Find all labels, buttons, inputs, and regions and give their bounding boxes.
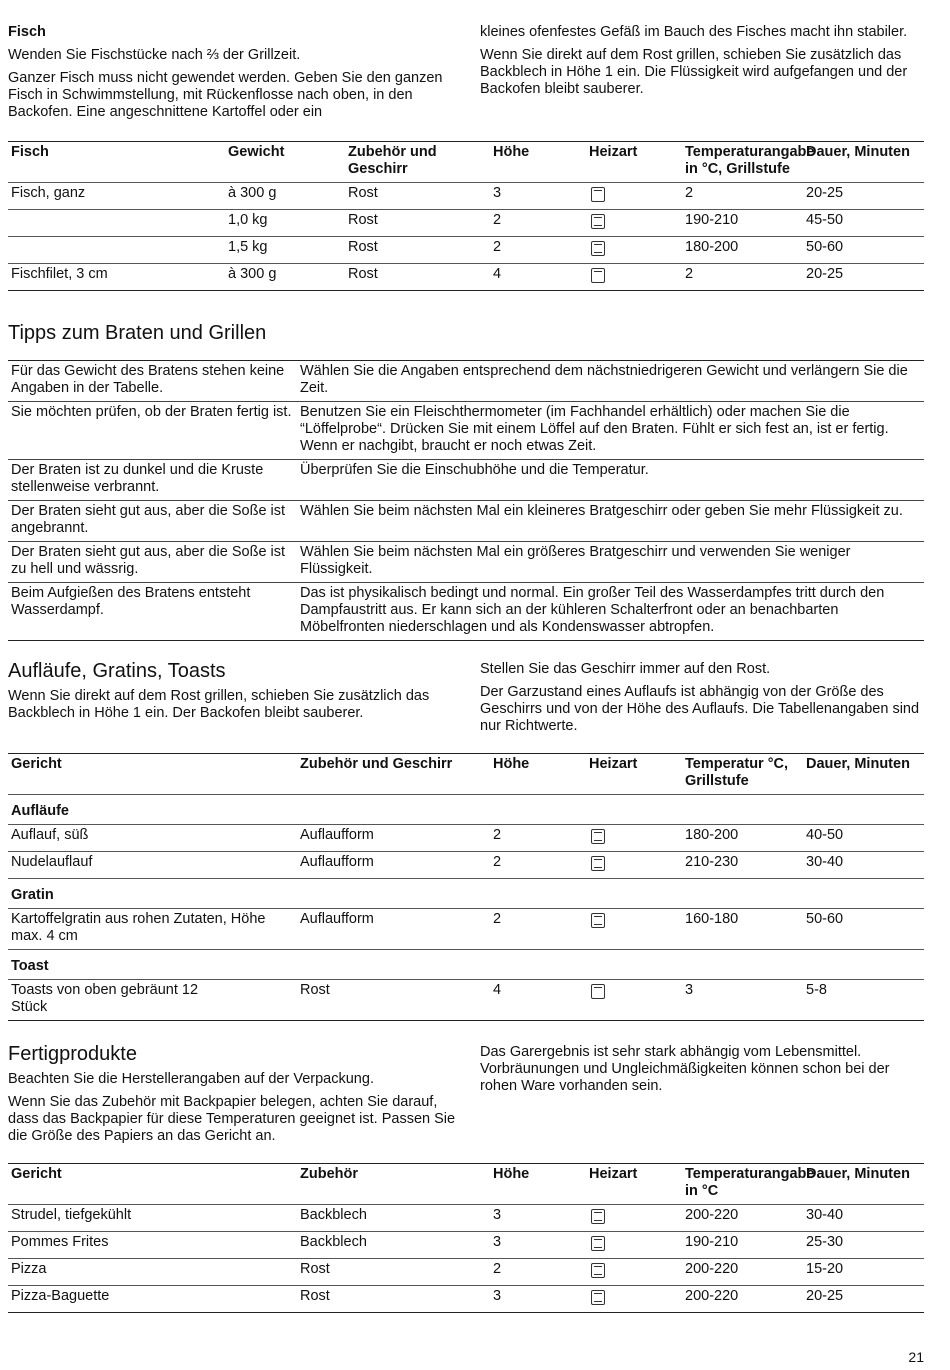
cell-duration: 50-60 (806, 239, 844, 255)
cell-level: 3 (493, 1288, 502, 1304)
cell-duration: 45-50 (806, 212, 844, 228)
fertig-table (8, 1163, 924, 1313)
tip-solution: Das ist physikalisch bedingt und normal. Ein großer Teil des Wasserdampfes tritt durch den Dampfaustritt aus. Er kann sich an der kühleren Schalterfront oder an benachbarten Möbelfronten niederschlagen und als Kondenswasser abtropfen. (300, 585, 885, 635)
table-row (8, 1205, 924, 1232)
auflaeufe-paragraph: Wenn Sie direkt auf dem Rost grillen, schieben Sie zusätzlich das Backblech in Höhe 1 ein. Der Backofen bleibt sauberer. (8, 688, 430, 721)
section-label: Aufläufe (11, 803, 69, 819)
cell-dish: Fischfilet, 3 cm (11, 266, 108, 282)
tips-title: Tipps zum Braten und Grillen (8, 322, 267, 344)
grill-icon (591, 187, 605, 202)
tip-solution: Wählen Sie die Angaben entsprechend dem nächstniedrigeren Gewicht und verlängern Sie die Zeit. (300, 363, 908, 396)
cell-level: 2 (493, 1261, 502, 1277)
cell-accessory: Rost (348, 185, 378, 201)
table-header-row (8, 754, 924, 795)
cell-duration: 20-25 (806, 185, 844, 201)
column-header: Heizart (589, 144, 638, 160)
page-number: 21 (908, 1349, 924, 1365)
cell-heating (586, 852, 682, 879)
fisch-table (8, 141, 924, 291)
cell-level: 3 (493, 185, 502, 201)
cell-accessory: Rost (300, 982, 330, 998)
tip-row (8, 542, 924, 583)
fisch-paragraph: Wenden Sie Fischstücke nach ⅔ der Grillzeit. (8, 47, 301, 63)
cell-heating (586, 1259, 682, 1286)
column-header: Gericht (11, 756, 62, 772)
cell-weight: 1,5 kg (228, 239, 268, 255)
column-header: Dauer, Minuten (806, 756, 910, 772)
fisch-paragraph: Wenn Sie direkt auf dem Rost grillen, schieben Sie zusätzlich das Backblech in Höhe 1 ein. Die Flüssigkeit wird aufgefangen und der Backofen bleibt sauberer. (480, 47, 908, 97)
table-row (8, 1286, 924, 1313)
cell-accessory: Rost (300, 1288, 330, 1304)
top-bottom-heat-icon (591, 913, 605, 928)
column-header: Heizart (589, 756, 638, 772)
cell-accessory: Auflaufform (300, 827, 374, 843)
grill-icon (591, 268, 605, 283)
cell-level: 2 (493, 239, 502, 255)
cell-dish: Kartoffelgratin aus rohen Zutaten, Höhe max. 4 cm (11, 911, 266, 944)
cell-temperature: 200-220 (685, 1207, 739, 1223)
cell-temperature: 200-220 (685, 1261, 739, 1277)
cell-level: 2 (493, 212, 502, 228)
column-header: Zubehör und Geschirr (300, 756, 453, 772)
cell-heating (586, 825, 682, 852)
cell-temperature: 2 (685, 266, 694, 282)
tip-row (8, 402, 924, 460)
tip-problem: Der Braten sieht gut aus, aber die Soße ist angebrannt. (11, 503, 286, 536)
cell-dish: Pommes Frites (11, 1234, 109, 1250)
fertig-paragraph: Das Garergebnis ist sehr stark abhängig vom Lebensmittel. Vorbräunungen und Ungleichmäßigkeiten können schon bei der rohen Ware vorhanden sein. (480, 1044, 890, 1094)
cell-duration: 30-40 (806, 1207, 844, 1223)
cell-heating (586, 1232, 682, 1259)
table-row (8, 183, 924, 210)
cell-temperature: 200-220 (685, 1288, 739, 1304)
grill-icon (591, 984, 605, 999)
tip-row (8, 583, 924, 641)
auflaeufe-title: Aufläufe, Gratins, Toasts (8, 660, 226, 682)
cell-dish: Pizza-Baguette (11, 1288, 110, 1304)
cell-level: 2 (493, 911, 502, 927)
auflaeufe-paragraph: Der Garzustand eines Auflaufs ist abhängig von der Größe des Geschirrs und von der Höhe des Auflaufs. Die Tabellenangaben sind nur Richtwerte. (480, 684, 920, 734)
cell-accessory: Backblech (300, 1234, 367, 1250)
cell-weight: à 300 g (228, 185, 277, 201)
cell-duration: 25-30 (806, 1234, 844, 1250)
tip-solution: Wählen Sie beim nächsten Mal ein kleineres Bratgeschirr oder geben Sie mehr Flüssigkeit zu. (300, 503, 903, 519)
section-row (8, 950, 924, 980)
cell-level: 2 (493, 827, 502, 843)
auflaeufe-paragraph: Stellen Sie das Geschirr immer auf den Rost. (480, 661, 771, 677)
cell-dish: Nudelauflauf (11, 854, 93, 870)
tip-solution: Wählen Sie beim nächsten Mal ein größeres Bratgeschirr und verwenden Sie weniger Flüssigkeit. (300, 544, 851, 577)
fertig-paragraph: Wenn Sie das Zubehör mit Backpapier belegen, achten Sie darauf, dass das Backpapier für diese Temperaturen geeignet ist. Passen Sie die Größe des Papiers an das Gericht an. (8, 1094, 456, 1144)
cell-level: 2 (493, 854, 502, 870)
cell-duration: 20-25 (806, 1288, 844, 1304)
cell-duration: 5-8 (806, 982, 827, 998)
column-header: Temperaturangabe in °C (685, 1166, 815, 1199)
top-bottom-heat-icon (591, 1290, 605, 1305)
column-header: Dauer, Minuten (806, 1166, 910, 1182)
cell-heating (586, 1286, 682, 1313)
cell-temperature: 190-210 (685, 212, 739, 228)
cell-heating (586, 210, 682, 237)
table-header-row (8, 1164, 924, 1205)
cell-temperature: 180-200 (685, 827, 739, 843)
cell-dish: Fisch, ganz (11, 185, 86, 201)
section-row (8, 879, 924, 909)
cell-duration: 50-60 (806, 911, 844, 927)
top-bottom-heat-icon (591, 1236, 605, 1251)
tip-solution: Benutzen Sie ein Fleischthermometer (im Fachhandel erhältlich) oder machen Sie die “Löffelprobe“. Drücken Sie mit einem Löffel auf den Braten. Fühlt er sich fest an, ist er fertig. Wenn er nachgibt, braucht er noch etwas Zeit. (300, 404, 889, 454)
table-row (8, 1259, 924, 1286)
cell-heating (586, 264, 682, 291)
table-row (8, 264, 924, 291)
tip-row (8, 361, 924, 402)
top-bottom-heat-icon (591, 829, 605, 844)
fisch-paragraph: kleines ofenfestes Gefäß im Bauch des Fisches macht ihn stabiler. (480, 24, 908, 40)
column-header: Fisch (11, 144, 49, 160)
fisch-title: Fisch (8, 24, 46, 40)
cell-heating (586, 909, 682, 950)
fertig-paragraph: Beachten Sie die Herstellerangaben auf der Verpackung. (8, 1071, 374, 1087)
cell-dish (8, 210, 225, 237)
column-header: Höhe (493, 1166, 530, 1182)
table-row (8, 980, 924, 1021)
column-header: Höhe (493, 756, 530, 772)
top-bottom-heat-icon (591, 241, 605, 256)
cell-level: 4 (493, 982, 502, 998)
column-header: Zubehör (300, 1166, 358, 1182)
tip-row (8, 501, 924, 542)
tip-problem: Der Braten ist zu dunkel und die Kruste stellenweise verbrannt. (11, 462, 264, 495)
cell-weight: à 300 g (228, 266, 277, 282)
cell-temperature: 180-200 (685, 239, 739, 255)
cell-temperature: 160-180 (685, 911, 739, 927)
cell-heating (586, 980, 682, 1021)
cell-level: 3 (493, 1234, 502, 1250)
auflaeufe-table (8, 753, 924, 1021)
table-row (8, 852, 924, 879)
cell-duration: 15-20 (806, 1261, 844, 1277)
cell-accessory: Rost (300, 1261, 330, 1277)
top-bottom-heat-icon (591, 214, 605, 229)
section-label: Toast (11, 958, 49, 974)
table-row (8, 237, 924, 264)
column-header: Gewicht (228, 144, 285, 160)
cell-temperature: 2 (685, 185, 694, 201)
tip-problem: Sie möchten prüfen, ob der Braten fertig ist. (11, 404, 292, 420)
cell-accessory: Backblech (300, 1207, 367, 1223)
cell-accessory: Auflaufform (300, 854, 374, 870)
tip-problem: Für das Gewicht des Bratens stehen keine Angaben in der Tabelle. (11, 363, 285, 396)
table-row (8, 909, 924, 950)
cell-heating (586, 183, 682, 210)
table-row (8, 210, 924, 237)
top-bottom-heat-icon (591, 1209, 605, 1224)
tip-solution: Überprüfen Sie die Einschubhöhe und die Temperatur. (300, 462, 649, 478)
tip-problem: Beim Aufgießen des Bratens entsteht Wasserdampf. (11, 585, 251, 618)
table-row (8, 1232, 924, 1259)
tip-problem: Der Braten sieht gut aus, aber die Soße ist zu hell und wässrig. (11, 544, 286, 577)
section-row (8, 795, 924, 825)
cell-dish (8, 237, 225, 264)
cell-accessory: Auflaufform (300, 911, 374, 927)
cell-accessory: Rost (348, 239, 378, 255)
fertig-intro-left (8, 1071, 458, 1145)
tips-table (8, 360, 924, 641)
auflaeufe-intro-right (480, 661, 920, 735)
column-header: Höhe (493, 144, 530, 160)
column-header: Dauer, Minuten (806, 144, 910, 160)
fisch-intro-right (480, 24, 920, 98)
cell-duration: 20-25 (806, 266, 844, 282)
cell-temperature: 3 (685, 982, 694, 998)
column-header: Temperaturangabe in °C, Grillstufe (685, 144, 815, 177)
column-header: Temperatur °C, Grillstufe (685, 756, 789, 789)
cell-dish: Pizza (11, 1261, 47, 1277)
fisch-paragraph: Ganzer Fisch muss nicht gewendet werden. Geben Sie den ganzen Fisch in Schwimmstellung, mit Rückenflosse nach oben, in den Backofen. Eine angeschnittene Kartoffel oder ein (8, 70, 443, 120)
cell-duration: 40-50 (806, 827, 844, 843)
cell-dish: Auflauf, süß (11, 827, 89, 843)
column-header: Gericht (11, 1166, 62, 1182)
table-row (8, 825, 924, 852)
fertig-title: Fertigprodukte (8, 1043, 137, 1065)
tip-row (8, 460, 924, 501)
top-bottom-heat-icon (591, 1263, 605, 1278)
top-bottom-heat-icon (591, 856, 605, 871)
cell-accessory: Rost (348, 212, 378, 228)
column-header: Heizart (589, 1166, 638, 1182)
cell-temperature: 210-230 (685, 854, 739, 870)
column-header: Zubehör und Geschirr (348, 144, 437, 177)
cell-duration: 30-40 (806, 854, 844, 870)
cell-heating (586, 1205, 682, 1232)
cell-weight: 1,0 kg (228, 212, 268, 228)
section-label: Gratin (11, 887, 54, 903)
cell-level: 4 (493, 266, 502, 282)
cell-level: 3 (493, 1207, 502, 1223)
cell-dish: Toasts von oben gebräunt 12 Stück (11, 982, 199, 1015)
fisch-intro-left (8, 24, 458, 121)
cell-temperature: 190-210 (685, 1234, 739, 1250)
table-header-row (8, 142, 924, 183)
cell-heating (586, 237, 682, 264)
cell-dish: Strudel, tiefgekühlt (11, 1207, 132, 1223)
cell-accessory: Rost (348, 266, 378, 282)
